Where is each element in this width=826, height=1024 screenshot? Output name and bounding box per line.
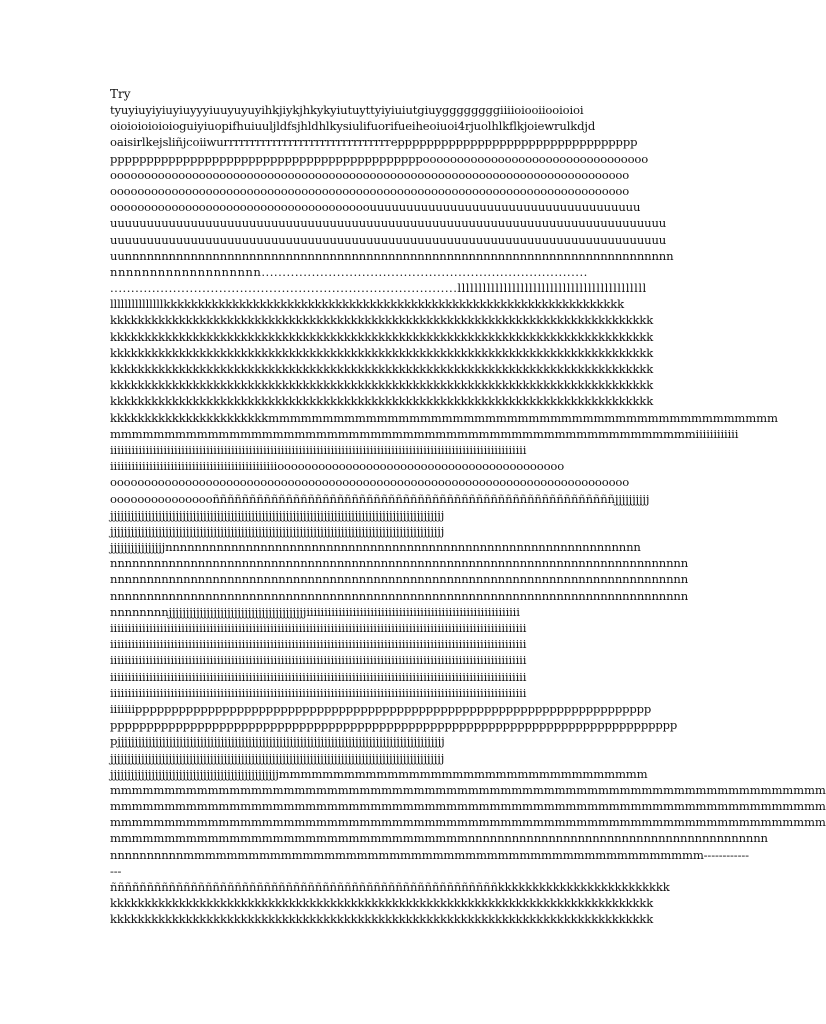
text-line: mmmmmmmmmmmmmmmmmmmmmmmmmmmmmmmmmmmmmmmmmmmmmmmmmmmmmmmmmmmmmmmmmm	[110, 799, 826, 814]
text-line: oooooooooooooooñññññññññññññññññññññññññññññññññññññññññññññññññññññññjjjjjjjjjj	[110, 491, 650, 506]
text-line: kkkkkkkkkkkkkkkkkkkkkkkkkkkkkkkkkkkkkkkkkkkkkkkkkkkkkkkkkkkkkkkkkkkkkkkkkkkkkkk	[110, 378, 654, 393]
text-line: jjjjjjjjjjjjjjjjjjjjjjjjjjjjjjjjjjjjjjjjjjjjjjjjjmmmmmmmmmmmmmmmmmmmmmmmmmmmmmmmmmm	[110, 766, 648, 781]
text-line: kkkkkkkkkkkkkkkkkkkkkkkkkkkkkkkkkkkkkkkkkkkkkkkkkkkkkkkkkkkkkkkkkkkkkkkkkkkkkkk	[110, 362, 654, 376]
text-line: iiiiiiiiiiiiiiiiiiiiiiiiiiiiiiiiiiiiiiiiiiiiiiiiiiiiiiiiiiiiiiiiiiiiiiiiiiiiiiiiiiiiiiiiiiiiiiiiiiiiiiiiiiiiiiiiiiiii	[110, 685, 527, 700]
text-line: kkkkkkkkkkkkkkkkkkkkkkkmmmmmmmmmmmmmmmmmmmmmmmmmmmmmmmmmmmmmmmmmmmmmmm	[110, 410, 778, 425]
text-line: kkkkkkkkkkkkkkkkkkkkkkkkkkkkkkkkkkkkkkkkkkkkkkkkkkkkkkkkkkkkkkkkkkkkkkkkkkkkkkk	[110, 896, 654, 911]
text-line: kkkkkkkkkkkkkkkkkkkkkkkkkkkkkkkkkkkkkkkkkkkkkkkkkkkkkkkkkkkkkkkkkkkkkkkkkkkkkkk	[110, 345, 654, 360]
text-line: pjjjjjjjjjjjjjjjjjjjjjjjjjjjjjjjjjjjjjjjjjjjjjjjjjjjjjjjjjjjjjjjjjjjjjjjjjjjjjjjjjjjjjjjjjjjjjjj	[110, 734, 445, 749]
text-line: nnnnnnnnjjjjjjjjjjjjjjjjjjjjjjjjjjjjjjjjjjjjjjjjiiiiiiiiiiiiiiiiiiiiiiiiiiiiiiiiiiiiiiiiiiiiiiiiiiiiiiiiiiii	[110, 604, 520, 619]
text-line: ---	[110, 863, 122, 878]
text-line: uuuuuuuuuuuuuuuuuuuuuuuuuuuuuuuuuuuuuuuuuuuuuuuuuuuuuuuuuuuuuuuuuuuuuuuuuuuu	[110, 216, 667, 231]
text-line: mmmmmmmmmmmmmmmmmmmmmmmmmmmmmmmmmmmmmmmmmmmmmmmmmmmmmmmmmmmmmmmmmm	[110, 815, 826, 830]
text-line: lllllllllllllllkkkkkkkkkkkkkkkkkkkkkkkkkkkkkkkkkkkkkkkkkkkkkkkkkkkkkkkkkkkkkkkkkkk	[110, 297, 625, 312]
text-line: pppppppppppppppppppppppppppppppppppppppppppooooooooooooooooooooooooooooooooo	[110, 151, 649, 166]
text-line: ...................................................................................lllllllllllllllllllllllllllllllllllllllllllll	[110, 281, 647, 296]
text-line: mmmmmmmmmmmmmmmmmmmmmmmmmmmmmmmmmnnnnnnnnnnnnnnnnnnnnnnnnnnnnnnnnnnnnnnnnn	[110, 831, 768, 846]
text-line: oooooooooooooooooooooooooooooooooooooooooooooooooooooooooooooooooooooooooooo	[110, 475, 630, 490]
text-line: jjjjjjjjjjjjjjjjjjjjjjjjjjjjjjjjjjjjjjjjjjjjjjjjjjjjjjjjjjjjjjjjjjjjjjjjjjjjjjjjjjjjjjjjjjjjjjjjj	[110, 523, 445, 538]
text-line: iiiiiiippppppppppppppppppppppppppppppppppppppppppppppppppppppppppppppppppppppp	[110, 701, 652, 716]
document-body	[110, 86, 826, 928]
text-line: uunnnnnnnnnnnnnnnnnnnnnnnnnnnnnnnnnnnnnnnnnnnnnnnnnnnnnnnnnnnnnnnnnnnnnnnnnnn	[110, 248, 674, 263]
text-line: oooooooooooooooooooooooooooooooooooooouuuuuuuuuuuuuuuuuuuuuuuuuuuuuuuuuuuuu	[110, 200, 641, 215]
text-line: kkkkkkkkkkkkkkkkkkkkkkkkkkkkkkkkkkkkkkkkkkkkkkkkkkkkkkkkkkkkkkkkkkkkkkkkkkkkkkk	[110, 394, 654, 409]
text-line: iiiiiiiiiiiiiiiiiiiiiiiiiiiiiiiiiiiiiiiiiiiiiiiiiiiiiiiiiiiiiiiiiiiiiiiiiiiiiiiiiiiiiiiiiiiiiiiiiiiiiiiiiiiiiiiiiiiii	[110, 621, 527, 635]
text-line: oooooooooooooooooooooooooooooooooooooooooooooooooooooooooooooooooooooooooooo	[110, 183, 630, 198]
text-line: jjjjjjjjjjjjjjjjnnnnnnnnnnnnnnnnnnnnnnnnnnnnnnnnnnnnnnnnnnnnnnnnnnnnnnnnnnnnnnnnn	[110, 540, 641, 555]
text-line: mmmmmmmmmmmmmmmmmmmmmmmmmmmmmmmmmmmmmmmmmmmmmmmmmmmmmmiiiiiiiiiiii	[110, 426, 739, 441]
text-line: nnnnnnnnnnnnnnnnnnnnnnnnnnnnnnnnnnnnnnnnnnnnnnnnnnnnnnnnnnnnnnnnnnnnnnnnnnnnnnn	[110, 572, 689, 587]
text-line: pppppppppppppppppppppppppppppppppppppppppppppppppppppppppppppppppppppppppppppp	[110, 718, 678, 733]
text-line: nnnnnnnnnnnnnnnnnnn..............................................................................	[110, 264, 588, 279]
text-line: oaisirlkejsliñjcoiiwurrrrrrrrrrrrrrrrrrrrrrrrrrrrrrreppppppppppppppppppppppppppppppppp	[110, 135, 638, 150]
text-line: kkkkkkkkkkkkkkkkkkkkkkkkkkkkkkkkkkkkkkkkkkkkkkkkkkkkkkkkkkkkkkkkkkkkkkkkkkkkkkk	[110, 912, 654, 927]
document-title: Try	[110, 87, 131, 101]
document-text	[110, 102, 826, 928]
text-line: nnnnnnnnnnnnnnnnnnnnnnnnnnnnnnnnnnnnnnnnnnnnnnnnnnnnnnnnnnnnnnnnnnnnnnnnnnnnnnn	[110, 588, 689, 603]
text-line: iiiiiiiiiiiiiiiiiiiiiiiiiiiiiiiiiiiiiiiiiiiiiiiiiiiiiiiiiiiiiiiiiiiiiiiiiiiiiiiiiiiiiiiiiiiiiiiiiiiiiiiiiiiiiiiiiiiii	[110, 442, 527, 457]
text-line: iiiiiiiiiiiiiiiiiiiiiiiiiiiiiiiiiiiiiiiiiiiiiiiiiiiiiiiiiiiiiiiiiiiiiiiiiiiiiiiiiiiiiiiiiiiiiiiiiiiiiiiiiiiiiiiiiiiii	[110, 637, 527, 652]
text-line: oioioioioioioguiyiuopifhuiuuljldfsjhldhlkysiulifuorifueiheoiuoi4rjuolhlkflkjoiewrulkdjd	[110, 119, 596, 134]
text-line: jjjjjjjjjjjjjjjjjjjjjjjjjjjjjjjjjjjjjjjjjjjjjjjjjjjjjjjjjjjjjjjjjjjjjjjjjjjjjjjjjjjjjjjjjjjjjjjjj	[110, 750, 445, 765]
text-line: kkkkkkkkkkkkkkkkkkkkkkkkkkkkkkkkkkkkkkkkkkkkkkkkkkkkkkkkkkkkkkkkkkkkkkkkkkkkkkk	[110, 313, 654, 328]
text-line: oooooooooooooooooooooooooooooooooooooooooooooooooooooooooooooooooooooooooooo	[110, 167, 630, 182]
text-line: nnnnnnnnnnnnnnnnnnnnnnnnnnnnnnnnnnnnnnnnnnnnnnnnnnnnnnnnnnnnnnnnnnnnnnnnnnnnnnn	[110, 556, 689, 571]
text-line: tyuyiuyiyiuyiuyyyiuuyuyuyihkjiykjhkykyiutuyttyiyiuiutgiuyggggggggiiiioiooiiooioioi	[110, 103, 584, 117]
text-line: jjjjjjjjjjjjjjjjjjjjjjjjjjjjjjjjjjjjjjjjjjjjjjjjjjjjjjjjjjjjjjjjjjjjjjjjjjjjjjjjjjjjjjjjjjjjjjjjj	[110, 507, 445, 522]
text-line: iiiiiiiiiiiiiiiiiiiiiiiiiiiiiiiiiiiiiiiiiiiiiiioooooooooooooooooooooooooooooooooooooooooo	[110, 459, 565, 474]
text-line: mmmmmmmmmmmmmmmmmmmmmmmmmmmmmmmmmmmmmmmmmmmmmmmmmmmmmmmmmmmmmmmmmm	[110, 782, 826, 797]
text-line: iiiiiiiiiiiiiiiiiiiiiiiiiiiiiiiiiiiiiiiiiiiiiiiiiiiiiiiiiiiiiiiiiiiiiiiiiiiiiiiiiiiiiiiiiiiiiiiiiiiiiiiiiiiiiiiiiiiii	[110, 669, 527, 684]
text-line: kkkkkkkkkkkkkkkkkkkkkkkkkkkkkkkkkkkkkkkkkkkkkkkkkkkkkkkkkkkkkkkkkkkkkkkkkkkkkkk	[110, 329, 654, 344]
text-line: uuuuuuuuuuuuuuuuuuuuuuuuuuuuuuuuuuuuuuuuuuuuuuuuuuuuuuuuuuuuuuuuuuuuuuuuuuuu	[110, 232, 667, 247]
text-line: nnnnnnnnnnmmmmmmmmmmmmmmmmmmmmmmmmmmmmmmmmmmmmmmmmmmmmmmmm------------	[110, 847, 749, 862]
text-line: ñññññññññññññññññññññññññññññññññññññññññññññññññññññkkkkkkkkkkkkkkkkkkkkkkkkk	[110, 880, 670, 894]
text-line: iiiiiiiiiiiiiiiiiiiiiiiiiiiiiiiiiiiiiiiiiiiiiiiiiiiiiiiiiiiiiiiiiiiiiiiiiiiiiiiiiiiiiiiiiiiiiiiiiiiiiiiiiiiiiiiiiiiii	[110, 653, 527, 668]
